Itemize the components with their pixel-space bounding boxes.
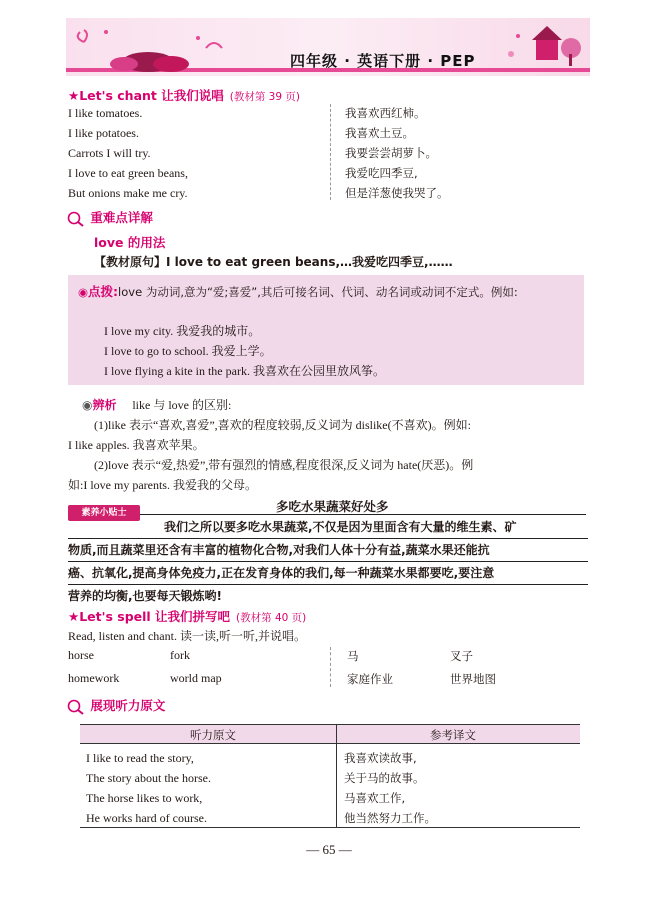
nutrition-line: 我们之所以要多吃水果蔬菜,不仅是因为里面含有大量的维生素、矿 bbox=[68, 516, 588, 539]
chant-line-cn: 我爱吃四季豆, bbox=[345, 166, 418, 180]
chant-line-cn: 但是洋葱使我哭了。 bbox=[345, 186, 449, 200]
spell-word-en: fork bbox=[170, 648, 190, 662]
listening-table-header bbox=[80, 725, 580, 744]
listening-header bbox=[66, 696, 165, 715]
nutrition-rule bbox=[140, 514, 586, 515]
nutrition-badge: 素养小贴士 bbox=[68, 505, 140, 521]
chant-line-en: I love to eat green beans, bbox=[68, 166, 188, 180]
listening-en-column bbox=[86, 748, 211, 828]
spell-word-cn: 家庭作业 bbox=[347, 672, 393, 686]
page-header-title: 四年级 · 英语下册 · PEP bbox=[290, 52, 476, 70]
key-points-header bbox=[66, 208, 153, 227]
spell-word-cn: 马 bbox=[347, 649, 359, 663]
tip-icon: ◉ bbox=[78, 285, 89, 299]
chant-title: Let's chant 让我们说唱 bbox=[79, 88, 224, 103]
listening-col-divider bbox=[336, 725, 337, 827]
analysis-2b: 如:I love my parents. 我爱我的父母。 bbox=[68, 478, 257, 492]
chant-line-en: I like potatoes. bbox=[68, 126, 139, 140]
listening-row-en: The story about the horse. bbox=[86, 771, 211, 785]
tip-content bbox=[78, 282, 578, 302]
chant-line-en: I like tomatoes. bbox=[68, 106, 143, 120]
analysis-label: 辨析 bbox=[92, 398, 117, 412]
tip-example: I love my city. 我爱我的城市。 bbox=[104, 324, 261, 338]
tip-example: I love to go to school. 我爱上学。 bbox=[104, 344, 272, 358]
chant-line-en: But onions make me cry. bbox=[68, 186, 188, 200]
chant-english-lines bbox=[68, 103, 318, 203]
listening-cn-column bbox=[344, 748, 436, 828]
analysis-icon: ◉ bbox=[82, 398, 93, 412]
spell-divider bbox=[330, 647, 331, 687]
spell-word-en: world map bbox=[170, 671, 222, 685]
tip-example: I love flying a kite in the park. 我喜欢在公园里放风筝。 bbox=[104, 364, 385, 378]
nutrition-title: 多吃水果蔬菜好处多 bbox=[276, 499, 389, 514]
analysis-1a: (1)like 表示“喜欢,喜爱”,喜欢的程度较弱,反义词为 dislike(不喜欢)。例如: bbox=[94, 418, 471, 432]
key-points-subtitle: love 的用法 bbox=[94, 235, 166, 250]
chant-line-cn: 我喜欢土豆。 bbox=[345, 126, 414, 140]
chant-line-cn: 我要尝尝胡萝卜。 bbox=[345, 146, 437, 160]
nutrition-line: 营养的均衡,也要每天锻炼哟! bbox=[68, 589, 223, 603]
spell-word-cn: 世界地图 bbox=[450, 672, 496, 686]
tip-text: love 为动词,意为“爱;喜爱”,其后可接名词、代词、动名词或动词不定式。例如: bbox=[118, 285, 518, 299]
analysis-2a: (2)love 表示“爱,热爱”,带有强烈的情感,程度很深,反义词为 hate(厌恶)。例 bbox=[94, 458, 474, 472]
spell-word-en: horse bbox=[68, 648, 94, 662]
magnifier-icon bbox=[66, 699, 86, 715]
chant-chinese-lines bbox=[345, 103, 595, 203]
listening-table bbox=[80, 724, 580, 828]
listening-row-cn: 我喜欢读故事, bbox=[344, 751, 417, 765]
analysis-1b: I like apples. 我喜欢苹果。 bbox=[68, 438, 205, 452]
listening-col-header: 听力原文 bbox=[190, 728, 236, 742]
nutrition-body bbox=[68, 516, 588, 607]
listening-title: 展现听力原文 bbox=[90, 698, 166, 713]
page-number: — 65 — bbox=[306, 842, 352, 857]
listening-row-cn: 他当然努力工作。 bbox=[344, 811, 436, 825]
spell-word-en: homework bbox=[68, 671, 120, 685]
chant-line-en: Carrots I will try. bbox=[68, 146, 151, 160]
spell-ref: (教材第 40 页) bbox=[236, 612, 307, 624]
chant-line-cn: 我喜欢西红柿。 bbox=[345, 106, 426, 120]
listening-row-en: I like to read the story, bbox=[86, 751, 194, 765]
tip-examples bbox=[104, 321, 385, 381]
nutrition-line: 物质,而且蔬菜里还含有丰富的植物化合物,对我们人体十分有益,蔬菜水果还能抗 bbox=[68, 539, 588, 562]
textbook-quote: 【教材原句】I love to eat green beans,…我爱吃四季豆,…… bbox=[94, 255, 453, 269]
spell-title: Let's spell 让我们拼写吧 bbox=[79, 609, 231, 624]
chant-divider bbox=[330, 104, 331, 200]
nutrition-line: 癌、抗氧化,提高身体免疫力,正在发育身体的我们,每一种蔬菜水果都要吃,要注意 bbox=[68, 562, 588, 585]
listening-row-cn: 马喜欢工作, bbox=[344, 791, 406, 805]
tip-label: 点拨: bbox=[88, 284, 119, 299]
listening-col-header: 参考译文 bbox=[430, 728, 476, 742]
key-points-title: 重难点详解 bbox=[90, 210, 153, 225]
spell-word-cn: 叉子 bbox=[450, 649, 473, 663]
listening-row-cn: 关于马的故事。 bbox=[344, 771, 425, 785]
chant-ref: (教材第 39 页) bbox=[229, 91, 300, 103]
listening-row-en: The horse likes to work, bbox=[86, 791, 203, 805]
analysis-heading bbox=[82, 396, 231, 413]
magnifier-icon bbox=[66, 211, 86, 227]
spell-instruction: Read, listen and chant. 读一读,听一听,并说唱。 bbox=[68, 629, 306, 643]
spell-section-title: ★Let's spell 让我们拼写吧 (教材第 40 页) bbox=[68, 609, 307, 624]
listening-row-en: He works hard of course. bbox=[86, 811, 207, 825]
analysis-intro: like 与 love 的区别: bbox=[132, 398, 232, 412]
chant-section-title: ★Let's chant 让我们说唱 (教材第 39 页) bbox=[68, 88, 300, 103]
